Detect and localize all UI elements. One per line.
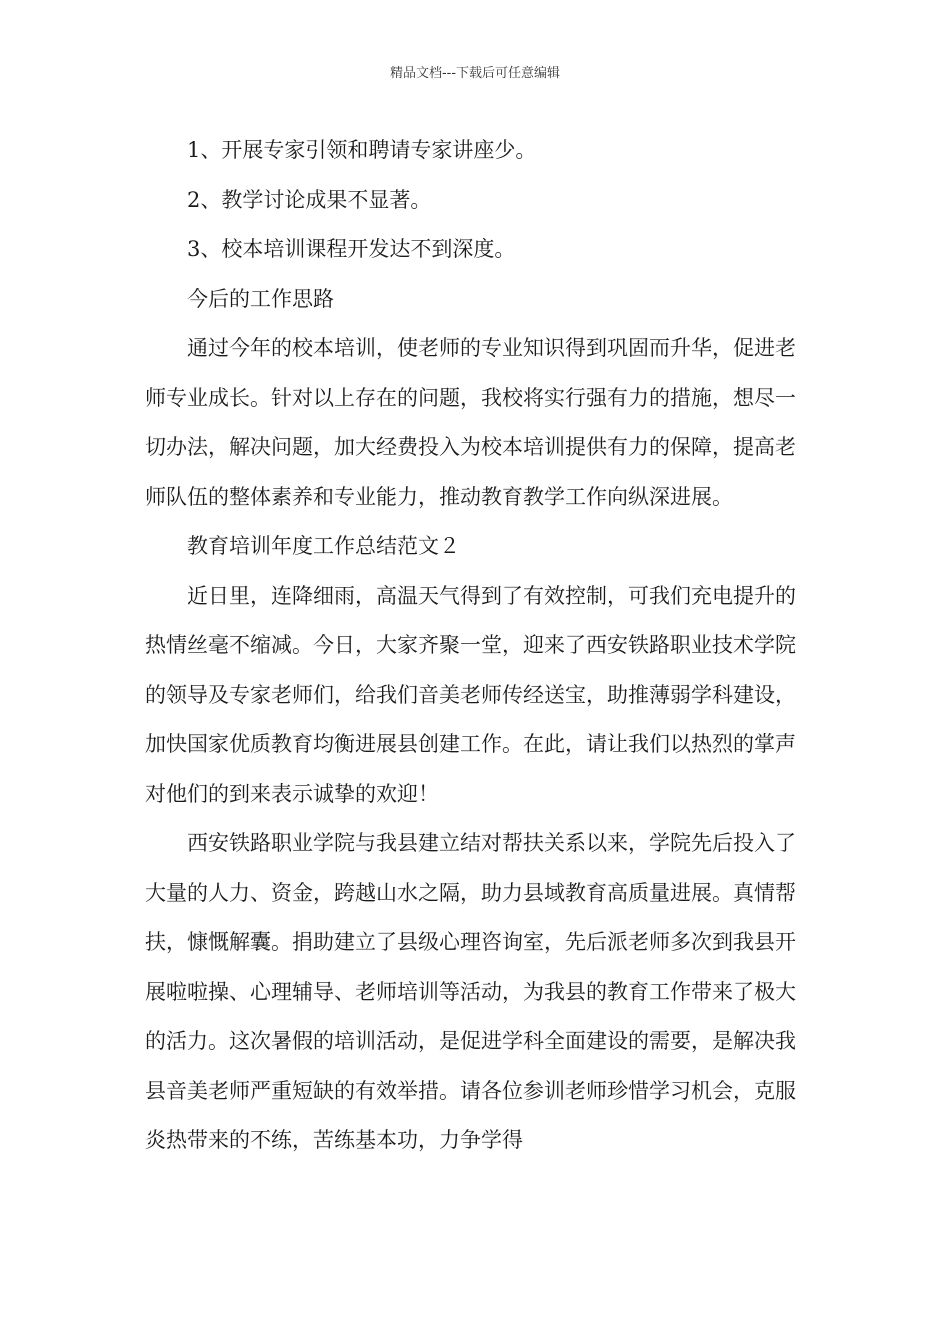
paragraph-welcome: 近日里，连降细雨，高温天气得到了有效控制，可我们充电提升的热情丝毫不缩减。今日，大家齐聚一堂，迎来了西安铁路职业技术学院的领导及专家老师们，给我们音美老师传经送宝，助推薄弱学科建设，加快国家优质教育均衡进展县创建工作。在此，请让我们以热烈的掌声对他们的到来表示诚挚的欢迎！ bbox=[145, 583, 796, 806]
list-item-2: 2、教学讨论成果不显著。 bbox=[187, 187, 432, 212]
section-heading-sample-2: 教育培训年度工作总结范文２ bbox=[187, 534, 460, 558]
document-body bbox=[145, 126, 810, 1166]
list-item-1: 1、开展专家引领和聘请专家讲座少。 bbox=[187, 138, 537, 162]
section-heading-future-plan: 今后的工作思路 bbox=[187, 286, 334, 311]
list-item-3: 3、校本培训课程开发达不到深度。 bbox=[187, 237, 516, 261]
page-header: 精品文档---下载后可任意编辑 bbox=[389, 66, 561, 81]
paragraph-future-plan: 通过今年的校本培训，使老师的专业知识得到巩固而升华，促进老师专业成长。针对以上存在的问题，我校将实行强有力的措施，想尽一切办法，解决问题，加大经费投入为校本培训提供有力的保障，提高老师队伍的整体素养和专业能力，推动教育教学工作向纵深进展。 bbox=[145, 336, 796, 509]
paragraph-partnership: 西安铁路职业学院与我县建立结对帮扶关系以来，学院先后投入了大量的人力、资金，跨越山水之隔，助力县域教育高质量进展。真情帮扶，慷慨解囊。捐助建立了县级心理咨询室，先后派老师多次到我县开展啦啦操、心理辅导、老师培训等活动，为我县的教育工作带来了极大的活力。这次暑假的培训活动，是促进学科全面建设的需要，是解决我县音美老师严重短缺的有效举措。请各位参训老师珍惜学习机会，克服炎热带来的不练，苦练基本功，力争学得 bbox=[145, 831, 796, 1152]
